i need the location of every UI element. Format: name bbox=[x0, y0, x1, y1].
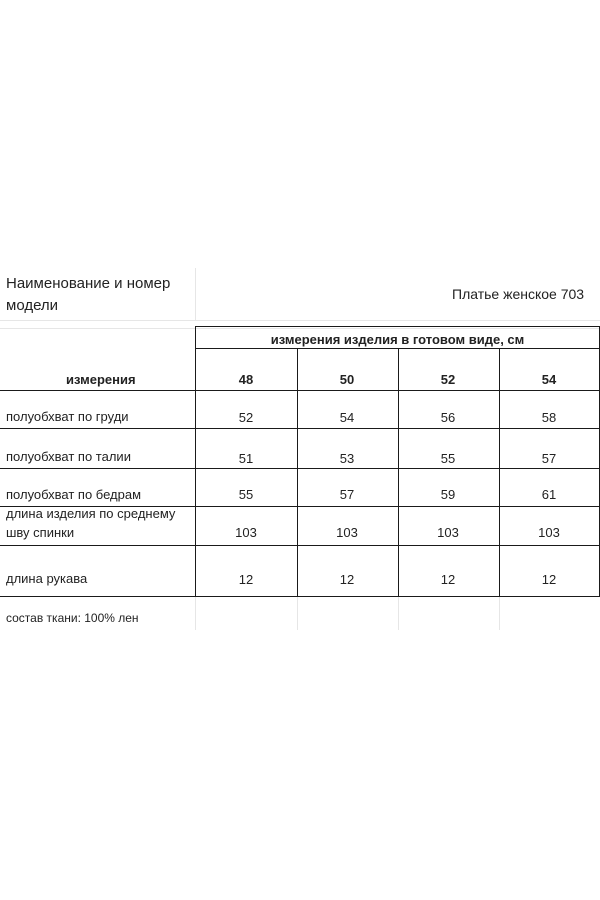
table-cell: 56 bbox=[440, 410, 456, 425]
grid-line bbox=[297, 596, 298, 630]
table-border bbox=[0, 468, 600, 469]
grid-line bbox=[499, 596, 500, 630]
size-chart bbox=[0, 268, 600, 630]
grid-line bbox=[195, 596, 196, 630]
table-cell: 103 bbox=[336, 525, 358, 540]
measure-header: измерения bbox=[66, 372, 136, 387]
table-cell: 51 bbox=[238, 451, 254, 466]
grid-line bbox=[398, 596, 399, 630]
table-border bbox=[0, 545, 600, 546]
table-border bbox=[0, 428, 600, 429]
table-cell: 52 bbox=[238, 410, 254, 425]
table-cell: 103 bbox=[235, 525, 257, 540]
table-cell: 58 bbox=[541, 410, 557, 425]
model-label: Наименование и номер модели bbox=[6, 275, 171, 314]
row-label-chest: полуобхват по груди bbox=[6, 409, 129, 424]
size-header-54: 54 bbox=[541, 372, 557, 387]
row-label-waist: полуобхват по талии bbox=[6, 449, 131, 464]
table-cell: 59 bbox=[440, 487, 456, 502]
size-header-48: 48 bbox=[238, 372, 254, 387]
table-cell: 103 bbox=[538, 525, 560, 540]
table-cell: 53 bbox=[339, 451, 355, 466]
table-border bbox=[0, 390, 600, 391]
size-header-52: 52 bbox=[440, 372, 456, 387]
table-cell: 54 bbox=[339, 410, 355, 425]
row-label-length-line2: шву спинки bbox=[6, 525, 75, 540]
table-cell: 55 bbox=[238, 487, 254, 502]
table-cell: 12 bbox=[238, 572, 254, 587]
fabric-composition: состав ткани: 100% лен bbox=[6, 611, 139, 625]
table-cell: 103 bbox=[437, 525, 459, 540]
group-header: измерения изделия в готовом виде, см bbox=[270, 332, 525, 347]
table-cell: 57 bbox=[339, 487, 355, 502]
row-label-sleeve: длина рукава bbox=[6, 571, 88, 586]
table-border bbox=[0, 596, 600, 597]
model-name: Платье женское 703 bbox=[452, 286, 585, 302]
grid-line bbox=[0, 320, 600, 321]
table-border bbox=[195, 326, 600, 327]
row-label-length-line1: длина изделия по среднему bbox=[6, 506, 176, 521]
size-header-50: 50 bbox=[339, 372, 355, 387]
grid-line bbox=[0, 328, 600, 329]
table-cell: 57 bbox=[541, 451, 557, 466]
row-label-hips: полуобхват по бедрам bbox=[6, 487, 142, 502]
table-cell: 12 bbox=[541, 572, 557, 587]
table-cell: 55 bbox=[440, 451, 456, 466]
table-cell: 12 bbox=[440, 572, 456, 587]
table-cell: 12 bbox=[339, 572, 355, 587]
table-cell: 61 bbox=[541, 487, 557, 502]
